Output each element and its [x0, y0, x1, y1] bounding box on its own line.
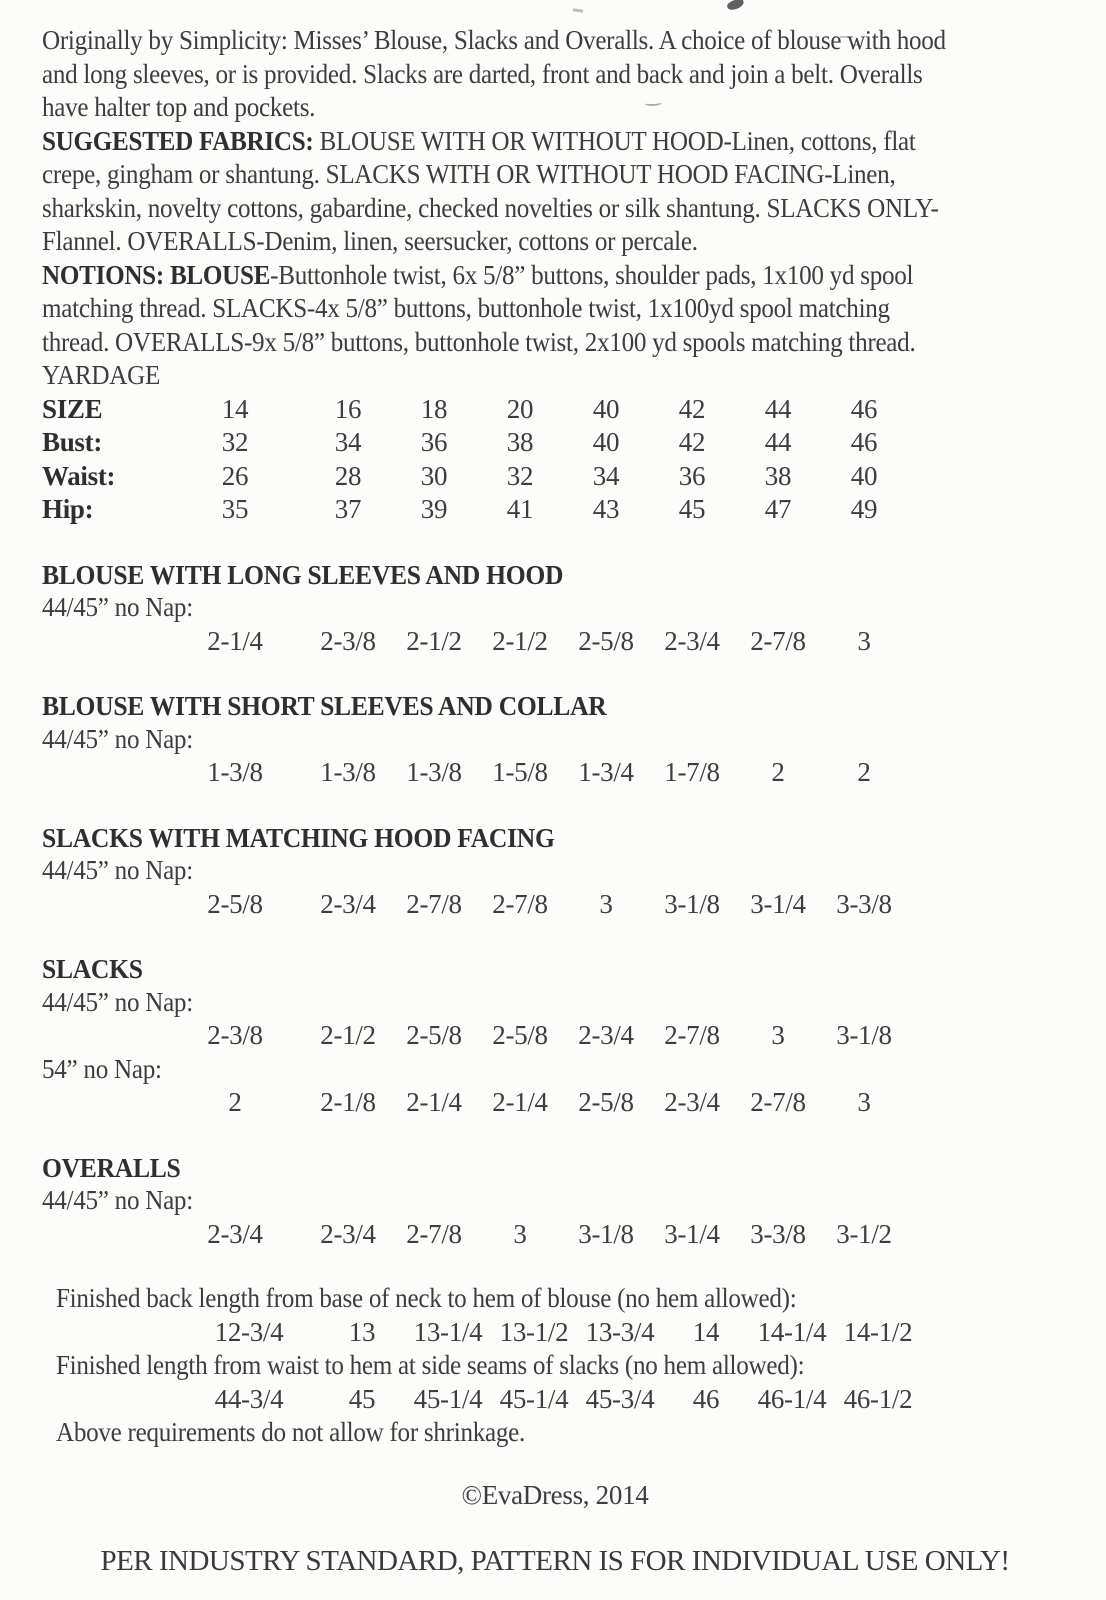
value-cell: 46-1/4 [757, 1383, 827, 1414]
row-indent [42, 1218, 165, 1252]
value-cell: 35 [221, 494, 249, 524]
value-cell: 14 [692, 1316, 720, 1347]
value-cell: 2 [228, 1087, 242, 1117]
notions-line [42, 259, 996, 293]
value-cell: 13 [348, 1316, 376, 1347]
nap-label: 44/45” no Nap: [42, 855, 193, 885]
scan-artifact-mark [726, 0, 745, 11]
value-cell: 47 [764, 494, 792, 524]
finished-values-row [56, 1316, 1068, 1350]
value-cell: 3 [857, 625, 871, 656]
value-cell: 3-3/8 [836, 888, 892, 919]
value-cell: 2-1/4 [207, 625, 263, 656]
nap-label: 54” no Nap: [42, 1053, 162, 1084]
value-cell: 3 [771, 1020, 785, 1050]
value-cell: 2-7/8 [750, 1087, 806, 1117]
nap-label: 44/45” no Nap: [42, 723, 193, 754]
value-cell: 44 [764, 427, 792, 457]
notions-heading: NOTIONS: BLOUSE [42, 259, 271, 290]
value-cell: 14-1/4 [757, 1316, 827, 1347]
value-cell: 12-3/4 [214, 1316, 284, 1347]
yardage-values-row [42, 1086, 1068, 1120]
value-cell: 1-5/8 [492, 757, 548, 787]
value-cell: 2 [771, 757, 785, 787]
value-cell: 32 [506, 460, 534, 491]
section-title: SLACKS WITH MATCHING HOOD FACING [42, 821, 555, 853]
value-cell: 46 [850, 393, 878, 424]
yardage-values-row [42, 1218, 1068, 1252]
finished-values-row [56, 1383, 1068, 1417]
section-title: SLACKS [42, 953, 143, 984]
row-indent [42, 1019, 165, 1053]
notions-paragraph [42, 259, 1068, 360]
value-cell: 2-7/8 [406, 1218, 462, 1249]
value-cell: 38 [764, 460, 792, 491]
value-cell: 13-1/2 [499, 1316, 569, 1347]
yardage-values-row [42, 1019, 1068, 1053]
row-indent [56, 1316, 179, 1350]
value-cell: 32 [221, 427, 249, 457]
row-indent [42, 756, 165, 790]
nap-label: 44/45” no Nap: [42, 986, 193, 1017]
size-row-label: Bust: [42, 427, 103, 457]
value-cell: 2-3/4 [664, 1087, 720, 1117]
size-row-label: Waist: [42, 460, 116, 491]
fabrics-heading: SUGGESTED FABRICS: [42, 125, 314, 156]
size-row-label: Hip: [42, 494, 94, 524]
value-cell: 18 [420, 393, 448, 424]
value-cell: 41 [506, 494, 534, 524]
value-cell: 3 [513, 1218, 527, 1249]
value-cell: 34 [334, 427, 362, 457]
value-cell: 37 [334, 494, 362, 524]
value-cell: 3-3/8 [750, 1218, 806, 1249]
value-cell: 45 [348, 1383, 376, 1414]
intro-paragraph [42, 24, 1068, 125]
finished-back-length-label: Finished back length from base of neck to hem of blouse (no hem allowed): [56, 1283, 797, 1313]
nap-label: 44/45” no Nap: [42, 592, 193, 622]
value-cell: 1-7/8 [664, 757, 720, 787]
value-cell: 43 [592, 494, 620, 524]
value-cell: 3-1/2 [836, 1218, 892, 1249]
section-slacks [42, 952, 1068, 1120]
nap-label: 44/45” no Nap: [42, 1185, 193, 1215]
value-cell: 3 [857, 1087, 871, 1117]
section-title: BLOUSE WITH LONG SLEEVES AND HOOD [42, 558, 564, 590]
value-cell: 3-1/4 [750, 888, 806, 919]
value-cell: 46 [692, 1383, 720, 1414]
shrinkage-note: Above requirements do not allow for shrinkage. [56, 1417, 526, 1447]
value-cell: 1-3/4 [578, 757, 634, 787]
fabrics-line: sharkskin, novelty cottons, gabardine, checked novelties or silk shantung. SLACKS ONLY- [42, 192, 939, 223]
value-cell: 44-3/4 [214, 1383, 284, 1414]
value-cell: 3-1/8 [836, 1020, 892, 1050]
value-cell: 42 [678, 427, 706, 457]
value-cell: 2-1/8 [320, 1087, 376, 1117]
value-cell: 2-7/8 [406, 888, 462, 919]
value-cell: 34 [592, 460, 620, 491]
value-cell: 2-7/8 [492, 888, 548, 919]
value-cell: 2-1/2 [492, 625, 548, 656]
footer-notice: PER INDUSTRY STANDARD, PATTERN IS FOR INDIVIDUAL USE ONLY! [100, 1545, 1010, 1577]
size-table [42, 393, 1068, 527]
size-table-row [42, 493, 1068, 527]
value-cell: 46 [850, 427, 878, 457]
value-cell: 42 [678, 393, 706, 424]
row-indent [56, 1383, 179, 1417]
row-indent [42, 888, 165, 922]
value-cell: 2-3/8 [207, 1020, 263, 1050]
value-cell: 2-3/4 [320, 1218, 376, 1249]
value-cell: 1-3/8 [406, 757, 462, 787]
fabrics-line: crepe, gingham or shantung. SLACKS WITH OR WITHOUT HOOD FACING-Linen, [42, 159, 896, 189]
section-blouse-long-sleeves [42, 558, 1068, 659]
fabrics-line [42, 125, 996, 159]
value-cell: 45-1/4 [413, 1383, 483, 1414]
suggested-fabrics-paragraph [42, 125, 1068, 259]
value-cell: 3-1/8 [664, 888, 720, 919]
value-cell: 45-1/4 [499, 1383, 569, 1414]
section-overalls [42, 1151, 1068, 1252]
intro-line: Originally by Simplicity: Misses’ Blouse, Slacks and Overalls. A choice of blouse with hood [42, 25, 946, 55]
section-slacks-hood-facing [42, 821, 1068, 922]
yardage-values-row [42, 888, 1068, 922]
yardage-values-row [42, 756, 1068, 790]
value-cell: 40 [850, 460, 878, 491]
value-cell: 2-3/4 [320, 888, 376, 919]
value-cell: 14-1/2 [843, 1316, 913, 1347]
size-table-row [42, 393, 1068, 427]
value-cell: 30 [420, 460, 448, 491]
value-cell: 2-1/4 [406, 1087, 462, 1117]
section-blouse-short-sleeves [42, 689, 1068, 790]
finished-lengths-block [42, 1282, 1068, 1450]
section-title: OVERALLS [42, 1151, 181, 1183]
yardage-values-row [42, 625, 1068, 659]
row-indent [42, 1086, 165, 1120]
fabrics-line: Flannel. OVERALLS-Denim, linen, seersucker, cottons or percale. [42, 226, 698, 256]
fabrics-text: BLOUSE WITH OR WITHOUT HOOD-Linen, cottons, flat [313, 125, 916, 156]
value-cell: 1-3/8 [207, 757, 263, 787]
notions-line: thread. OVERALLS-9x 5/8” buttons, buttonhole twist, 2x100 yd spools matching thread. [42, 326, 916, 357]
notions-text: -Buttonhole twist, 6x 5/8” buttons, shoulder pads, 1x100 yd spool [270, 259, 914, 290]
value-cell: 36 [420, 427, 448, 457]
intro-line: have halter top and pockets. [42, 92, 316, 122]
value-cell: 1-3/8 [320, 757, 376, 787]
value-cell: 38 [506, 427, 534, 457]
scan-artifact-speck [573, 8, 583, 12]
value-cell: 13-1/4 [413, 1316, 483, 1347]
value-cell: 2-7/8 [750, 625, 806, 656]
row-indent [42, 625, 165, 659]
intro-line: and long sleeves, or is provided. Slacks are darted, front and back and join a belt. Overalls [42, 58, 923, 89]
value-cell: 2 [857, 757, 871, 787]
value-cell: 45-3/4 [585, 1383, 655, 1414]
value-cell: 3-1/4 [664, 1218, 720, 1249]
size-table-row [42, 460, 1068, 494]
size-row-label: SIZE [42, 393, 103, 424]
value-cell: 46-1/2 [843, 1383, 913, 1414]
yardage-heading: YARDAGE [42, 360, 161, 390]
value-cell: 2-7/8 [664, 1020, 720, 1050]
value-cell: 16 [334, 393, 362, 424]
value-cell: 3 [599, 888, 613, 919]
value-cell: 39 [420, 494, 448, 524]
value-cell: 2-1/2 [320, 1020, 376, 1050]
value-cell: 2-3/4 [664, 625, 720, 656]
value-cell: 2-5/8 [492, 1020, 548, 1050]
value-cell: 2-5/8 [578, 625, 634, 656]
value-cell: 40 [592, 393, 620, 424]
value-cell: 2-5/8 [207, 888, 263, 919]
value-cell: 2-3/8 [320, 625, 376, 656]
finished-slacks-length-label: Finished length from waist to hem at side seams of slacks (no hem allowed): [56, 1350, 805, 1380]
value-cell: 36 [678, 460, 706, 491]
value-cell: 2-3/4 [578, 1020, 634, 1050]
value-cell: 44 [764, 393, 792, 424]
section-title: BLOUSE WITH SHORT SLEEVES AND COLLAR [42, 690, 607, 721]
value-cell: 2-3/4 [207, 1218, 263, 1249]
value-cell: 14 [221, 393, 249, 424]
value-cell: 49 [850, 494, 878, 524]
size-table-row [42, 426, 1068, 460]
value-cell: 2-5/8 [406, 1020, 462, 1050]
value-cell: 28 [334, 460, 362, 491]
value-cell: 3-1/8 [578, 1218, 634, 1249]
value-cell: 45 [678, 494, 706, 524]
value-cell: 40 [592, 427, 620, 457]
value-cell: 26 [221, 460, 249, 491]
value-cell: 13-3/4 [585, 1316, 655, 1347]
value-cell: 20 [506, 393, 534, 424]
value-cell: 2-1/2 [406, 625, 462, 656]
value-cell: 2-1/4 [492, 1087, 548, 1117]
copyright-line: ©EvaDress, 2014 [461, 1479, 649, 1510]
notions-line: matching thread. SLACKS-4x 5/8” buttons, buttonhole twist, 1x100yd spool matching [42, 293, 890, 323]
value-cell: 2-5/8 [578, 1087, 634, 1117]
